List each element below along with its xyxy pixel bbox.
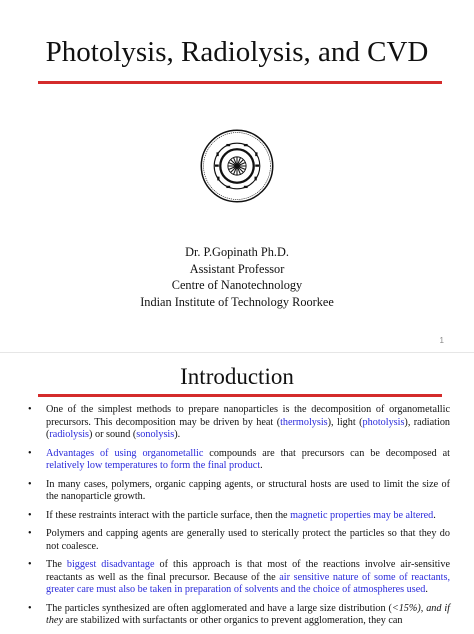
section-title-underline [38,394,442,397]
author-position: Assistant Professor [189,261,285,276]
slide-divider [0,352,474,353]
bullet-item: • The particles synthesized are often agglomerated and have a large size distribution (<15%), and if they are stabilized with surfactants or other organics to prevent agglomeration, they can [26,603,450,628]
institute-seal-logo [199,128,275,204]
bullet-item: • In many cases, polymers, organic capping agents, or structural hosts are used to limit the size of the nanoparticle growth. [26,479,450,504]
title-underline [38,81,442,84]
author-block [0,244,474,310]
author-department: Centre of Nanotechnology [171,278,303,292]
bullet-item: • The biggest disadvantage of this approach is that most of the reactions involve air-sensitive reactants as well as the final precursor. Because of the air sensitive nature of some of reactants, greater care must also be taken in preparation of solvents and the choice of atmospheres used. [26,559,450,597]
bullet-item: • If these restraints interact with the particle surface, then the magnetic properties may be altered. [26,510,450,523]
bullet-item: • One of the simplest methods to prepare nanoparticles is the decomposition of organometallic precursors. This decomposition may be driven by heat (thermolysis), light (photolysis), radiation (radiolysis) or sound (sonolysis). [26,404,450,442]
author-institute: Indian Institute of Technology Roorkee [140,294,334,309]
bullet-item: • Polymers and capping agents are generally used to sterically protect the particles so that they do not coalesce. [26,528,450,553]
author-name: Dr. P.Gopinath Ph.D. [185,245,289,259]
bullet-item: • Advantages of using organometallic compounds are that precursors can be decomposed at relatively low temperatures to form the final product. [26,448,450,473]
slide-title: Photolysis, Radiolysis, and CVD [45,36,429,68]
section-title: Introduction [180,364,294,389]
page-number: 1 [439,336,444,345]
bullet-list [26,404,450,634]
